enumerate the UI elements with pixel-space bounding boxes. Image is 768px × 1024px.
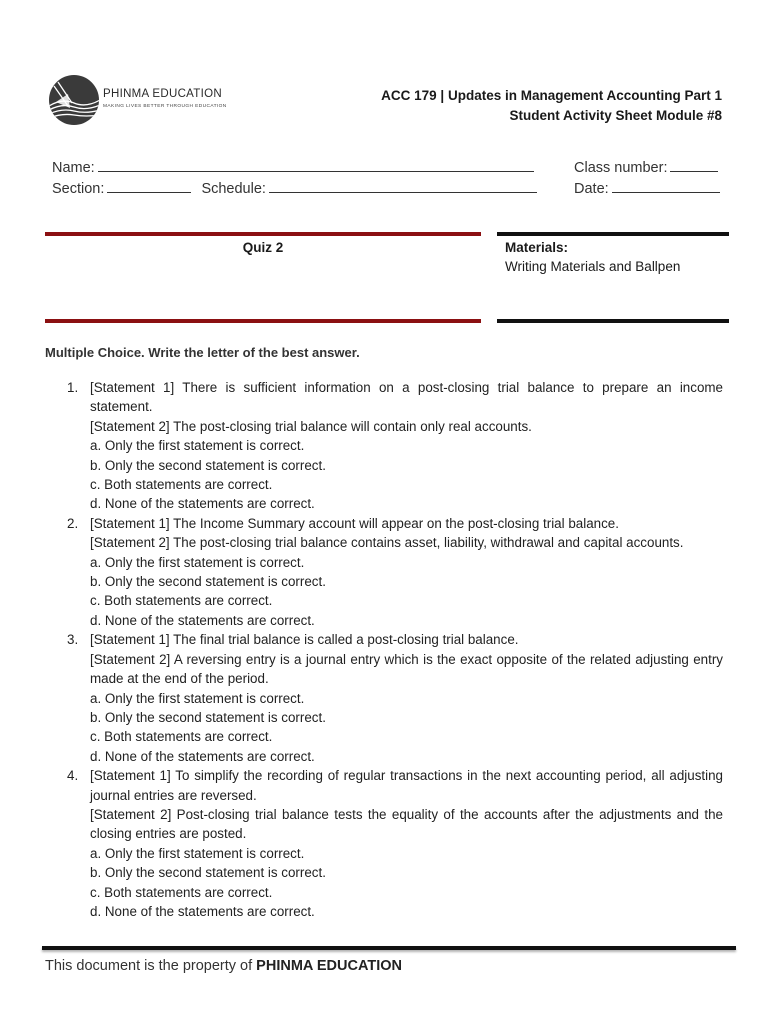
choice-b: b. Only the second statement is correct. xyxy=(90,574,326,590)
top-red-rule xyxy=(45,232,481,236)
choice-d: d. None of the statements are correct. xyxy=(90,496,315,512)
course-title: ACC 179 | Updates in Management Accounting Part 1 xyxy=(381,88,722,103)
choice-c: c. Both statements are correct. xyxy=(90,884,273,900)
brand-name: PHINMA EDUCATION xyxy=(103,88,222,100)
statement-1: [Statement 1] To simplify the recording of regular transactions in the next accounting period, all adjusting journal entries are reversed. xyxy=(90,768,723,803)
footer-owner: PHINMA EDUCATION xyxy=(256,958,402,974)
schedule-label: Schedule: xyxy=(201,181,266,197)
name-label: Name: xyxy=(52,160,95,176)
bottom-red-rule xyxy=(45,319,481,323)
date-blank[interactable] xyxy=(612,178,720,193)
date-field[interactable] xyxy=(574,178,720,197)
brand-tagline: MAKING LIVES BETTER THROUGH EDUCATION xyxy=(103,104,227,109)
top-black-rule xyxy=(497,232,729,236)
materials-label: Materials: xyxy=(505,240,569,255)
choice-c: c. Both statements are correct. xyxy=(90,477,273,493)
choice-d: d. None of the statements are correct. xyxy=(90,903,315,919)
class-number-label: Class number: xyxy=(574,160,668,176)
date-label: Date: xyxy=(574,181,609,197)
footer-rule xyxy=(42,946,736,950)
section-label: Section: xyxy=(52,181,105,197)
choice-a: a. Only the first statement is correct. xyxy=(90,554,305,570)
question-number: 2. xyxy=(67,515,79,531)
course-title-block xyxy=(381,86,722,126)
choice-c: c. Both statements are correct. xyxy=(90,593,273,609)
question-item xyxy=(45,630,723,766)
choice-d: d. None of the statements are correct. xyxy=(90,612,315,628)
question-item xyxy=(45,378,723,514)
question-list xyxy=(45,378,723,921)
statement-1: [Statement 1] There is sufficient information on a post-closing trial balance to prepare an income statement. xyxy=(90,380,723,415)
question-item xyxy=(45,766,723,921)
statement-2: [Statement 2] A reversing entry is a journal entry which is the exact opposite of the related adjusting entry made at the end of the period. xyxy=(90,651,723,687)
section-blank[interactable] xyxy=(107,178,191,193)
instructions: Multiple Choice. Write the letter of the best answer. xyxy=(45,345,360,360)
quiz-title: Quiz 2 xyxy=(242,240,284,255)
statement-2: [Statement 2] The post-closing trial balance contains asset, liability, withdrawal and capital accounts. xyxy=(90,535,684,551)
statement-1: [Statement 1] The final trial balance is called a post-closing trial balance. xyxy=(90,632,519,648)
name-blank[interactable] xyxy=(98,157,534,172)
choice-b: b. Only the second statement is correct. xyxy=(90,709,326,725)
choice-a: a. Only the first statement is correct. xyxy=(90,690,305,706)
name-field[interactable] xyxy=(52,157,534,176)
footer-note xyxy=(45,958,402,974)
choice-d: d. None of the statements are correct. xyxy=(90,748,315,764)
question-item xyxy=(45,514,723,630)
sheet-title: Student Activity Sheet Module #8 xyxy=(509,108,722,123)
schedule-blank[interactable] xyxy=(269,178,537,193)
class-number-field[interactable] xyxy=(574,157,718,176)
choice-c: c. Both statements are correct. xyxy=(90,729,273,745)
choice-b: b. Only the second statement is correct. xyxy=(90,457,326,473)
bottom-black-rule xyxy=(497,319,729,323)
question-number: 4. xyxy=(67,768,79,784)
statement-1: [Statement 1] The Income Summary account will appear on the post-closing trial balance. xyxy=(90,515,619,531)
question-number: 3. xyxy=(67,632,79,648)
statement-2: [Statement 2] Post-closing trial balance tests the equality of the accounts after the adjustments and the closing entries are posted. xyxy=(90,806,723,842)
materials-text: Writing Materials and Ballpen xyxy=(505,259,681,274)
phinma-logo xyxy=(48,72,248,128)
choice-a: a. Only the first statement is correct. xyxy=(90,845,305,861)
phinma-globe-logo-icon xyxy=(48,72,100,128)
question-number: 1. xyxy=(67,380,79,395)
footer-prefix: This document is the property of xyxy=(45,958,253,974)
choice-a: a. Only the first statement is correct. xyxy=(90,438,305,454)
class-number-blank[interactable] xyxy=(670,157,718,172)
statement-2: [Statement 2] The post-closing trial balance will contain only real accounts. xyxy=(90,418,532,434)
section-schedule-row xyxy=(52,178,537,197)
choice-b: b. Only the second statement is correct. xyxy=(90,865,326,881)
